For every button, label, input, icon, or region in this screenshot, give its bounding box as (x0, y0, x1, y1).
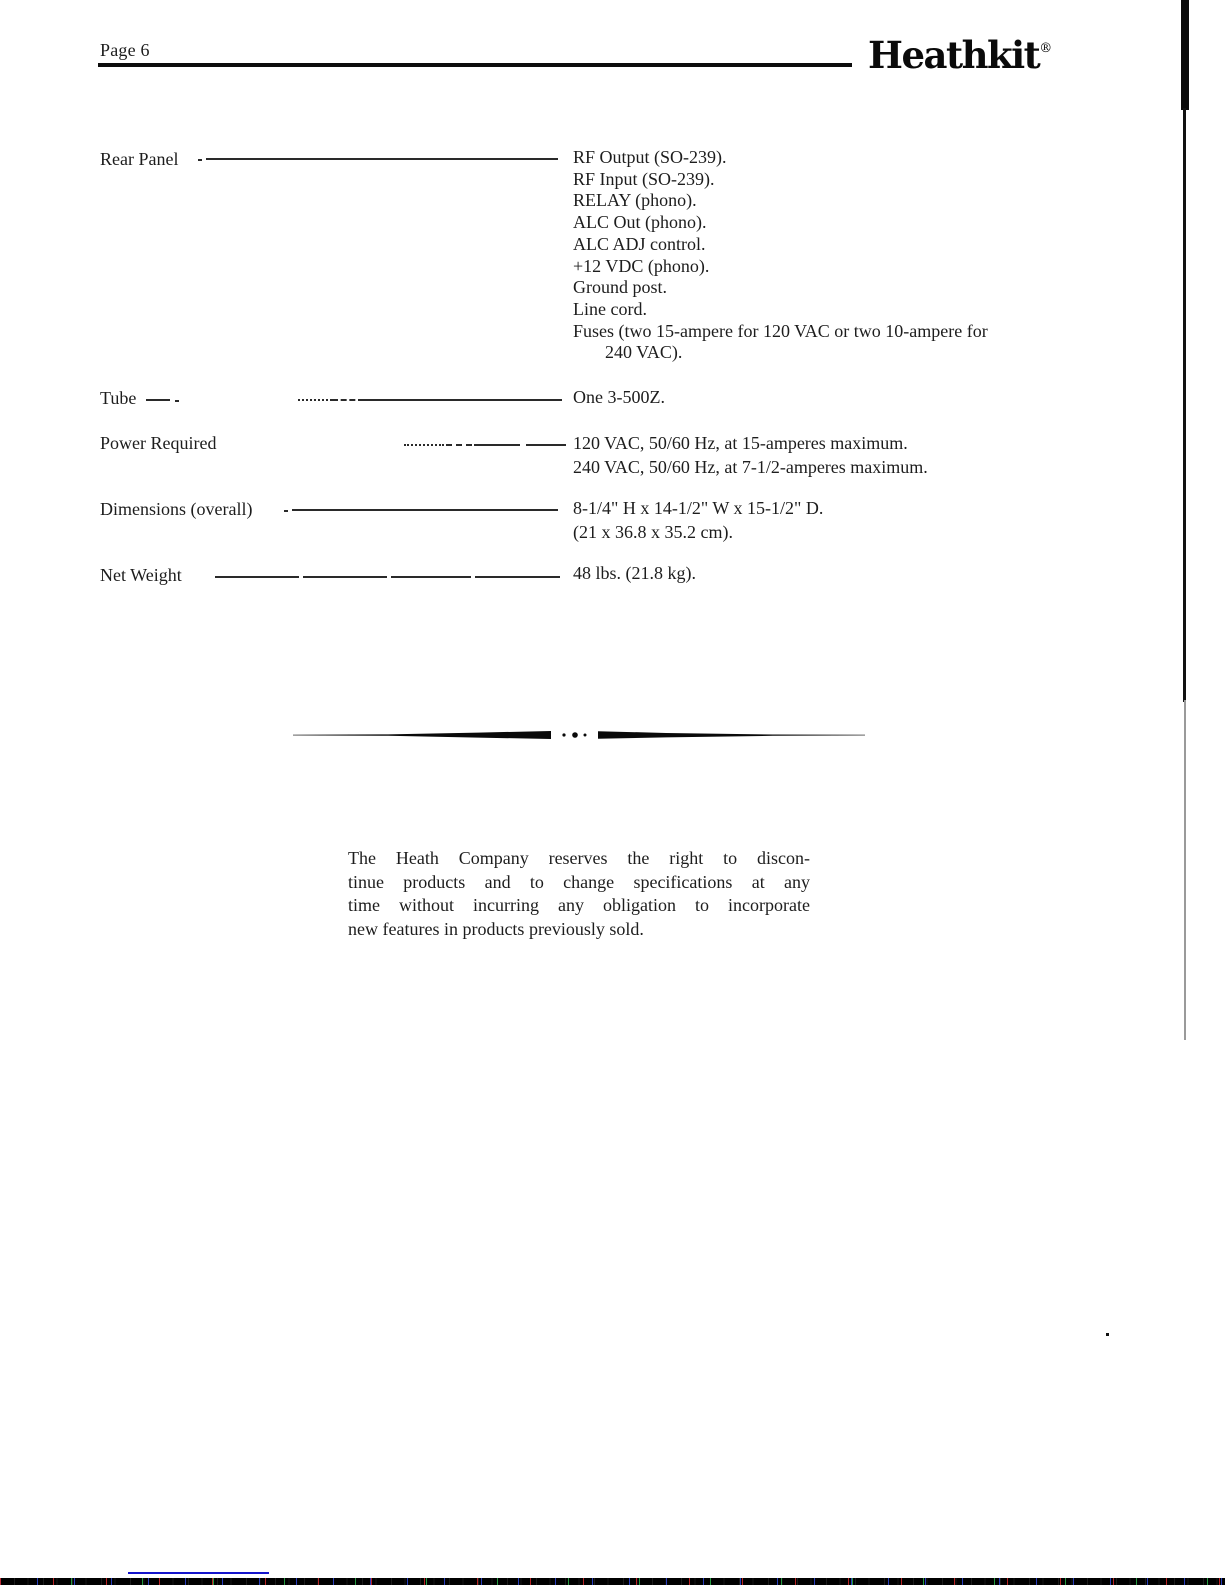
spec-value-line: RF Output (SO-239). (573, 147, 727, 167)
spec-label-dimensions: Dimensions (overall) (100, 499, 253, 519)
leader-net-weight (391, 576, 471, 578)
spec-value-line: RF Input (SO-239). (573, 168, 715, 189)
disclaimer-paragraph (348, 847, 810, 941)
spec-label-power-required: Power Required (100, 433, 217, 453)
spec-values-tube (573, 387, 1113, 409)
leader-tube (298, 399, 332, 401)
leader-power-required (474, 444, 520, 446)
leader-dimensions (292, 509, 558, 511)
spec-value-line: 8-1/4" H x 14-1/2" W x 15-1/2" D. (573, 498, 824, 518)
spec-value-line: RELAY (phono). (573, 190, 697, 211)
leader-rear-panel (198, 159, 202, 161)
scan-edge-bar-thin (1183, 108, 1186, 702)
spec-value-line: 240 VAC). (605, 342, 683, 363)
leader-net-weight (303, 576, 387, 578)
header-rule (98, 63, 852, 67)
spec-value-line: (21 x 36.8 x 35.2 cm). (573, 521, 733, 542)
spec-values-rear-panel (573, 147, 1113, 364)
spec-value-line: 240 VAC, 50/60 Hz, at 7-1/2-amperes maximum. (573, 456, 928, 477)
leader-power-required (526, 444, 566, 446)
leader-tube (146, 399, 170, 401)
disclaimer-line: time without incurring any obligation to incorporate (348, 895, 810, 915)
heathkit-logo (868, 33, 1052, 77)
scan-blue-line (128, 1572, 269, 1574)
spec-value-line: Line cord. (573, 298, 647, 319)
spec-value-line: ALC ADJ control. (573, 233, 706, 254)
spec-values-net-weight (573, 563, 1113, 585)
spec-value-line: 48 lbs. (21.8 kg). (573, 563, 696, 583)
scan-noise-band (0, 1578, 1225, 1585)
spec-value-line: ALC Out (phono). (573, 212, 707, 233)
leader-dimensions (284, 510, 288, 512)
decorative-divider (293, 726, 865, 744)
disclaimer-line: The Heath Company reserves the right to discon- (348, 848, 810, 868)
spec-label-rear-panel: Rear Panel (100, 149, 179, 169)
spec-value-line: One 3-500Z. (573, 387, 665, 407)
scan-edge-bar-thick (1181, 0, 1189, 110)
scan-speck-dot (1106, 1333, 1109, 1336)
leader-rear-panel (206, 158, 558, 160)
leader-net-weight (215, 576, 299, 578)
page-number: Page 6 (100, 40, 150, 60)
disclaimer-line: new features in products previously sold. (348, 918, 644, 939)
leader-tube (175, 400, 179, 402)
leader-power-required (446, 444, 472, 446)
spec-value-line: Fuses (two 15-ampere for 120 VAC or two 10-ampere for (573, 320, 988, 341)
spec-value-line: +12 VDC (phono). (573, 255, 710, 276)
brand-text: Heathkit (868, 33, 1040, 77)
spec-values-dimensions (573, 497, 1113, 544)
leader-tube (332, 399, 364, 401)
disclaimer-line: tinue products and to change specifications at any (348, 871, 810, 892)
spec-label-net-weight: Net Weight (100, 565, 182, 585)
spec-value-line: 120 VAC, 50/60 Hz, at 15-amperes maximum. (573, 433, 908, 453)
scan-edge-bar-gray (1184, 700, 1186, 1040)
spec-values-power-required (573, 432, 1113, 479)
leader-net-weight (475, 576, 560, 578)
registered-mark: ® (1039, 41, 1053, 56)
spec-label-tube: Tube (100, 388, 137, 408)
spec-value-line: Ground post. (573, 277, 667, 298)
leader-power-required (404, 444, 444, 446)
leader-tube (364, 399, 562, 401)
